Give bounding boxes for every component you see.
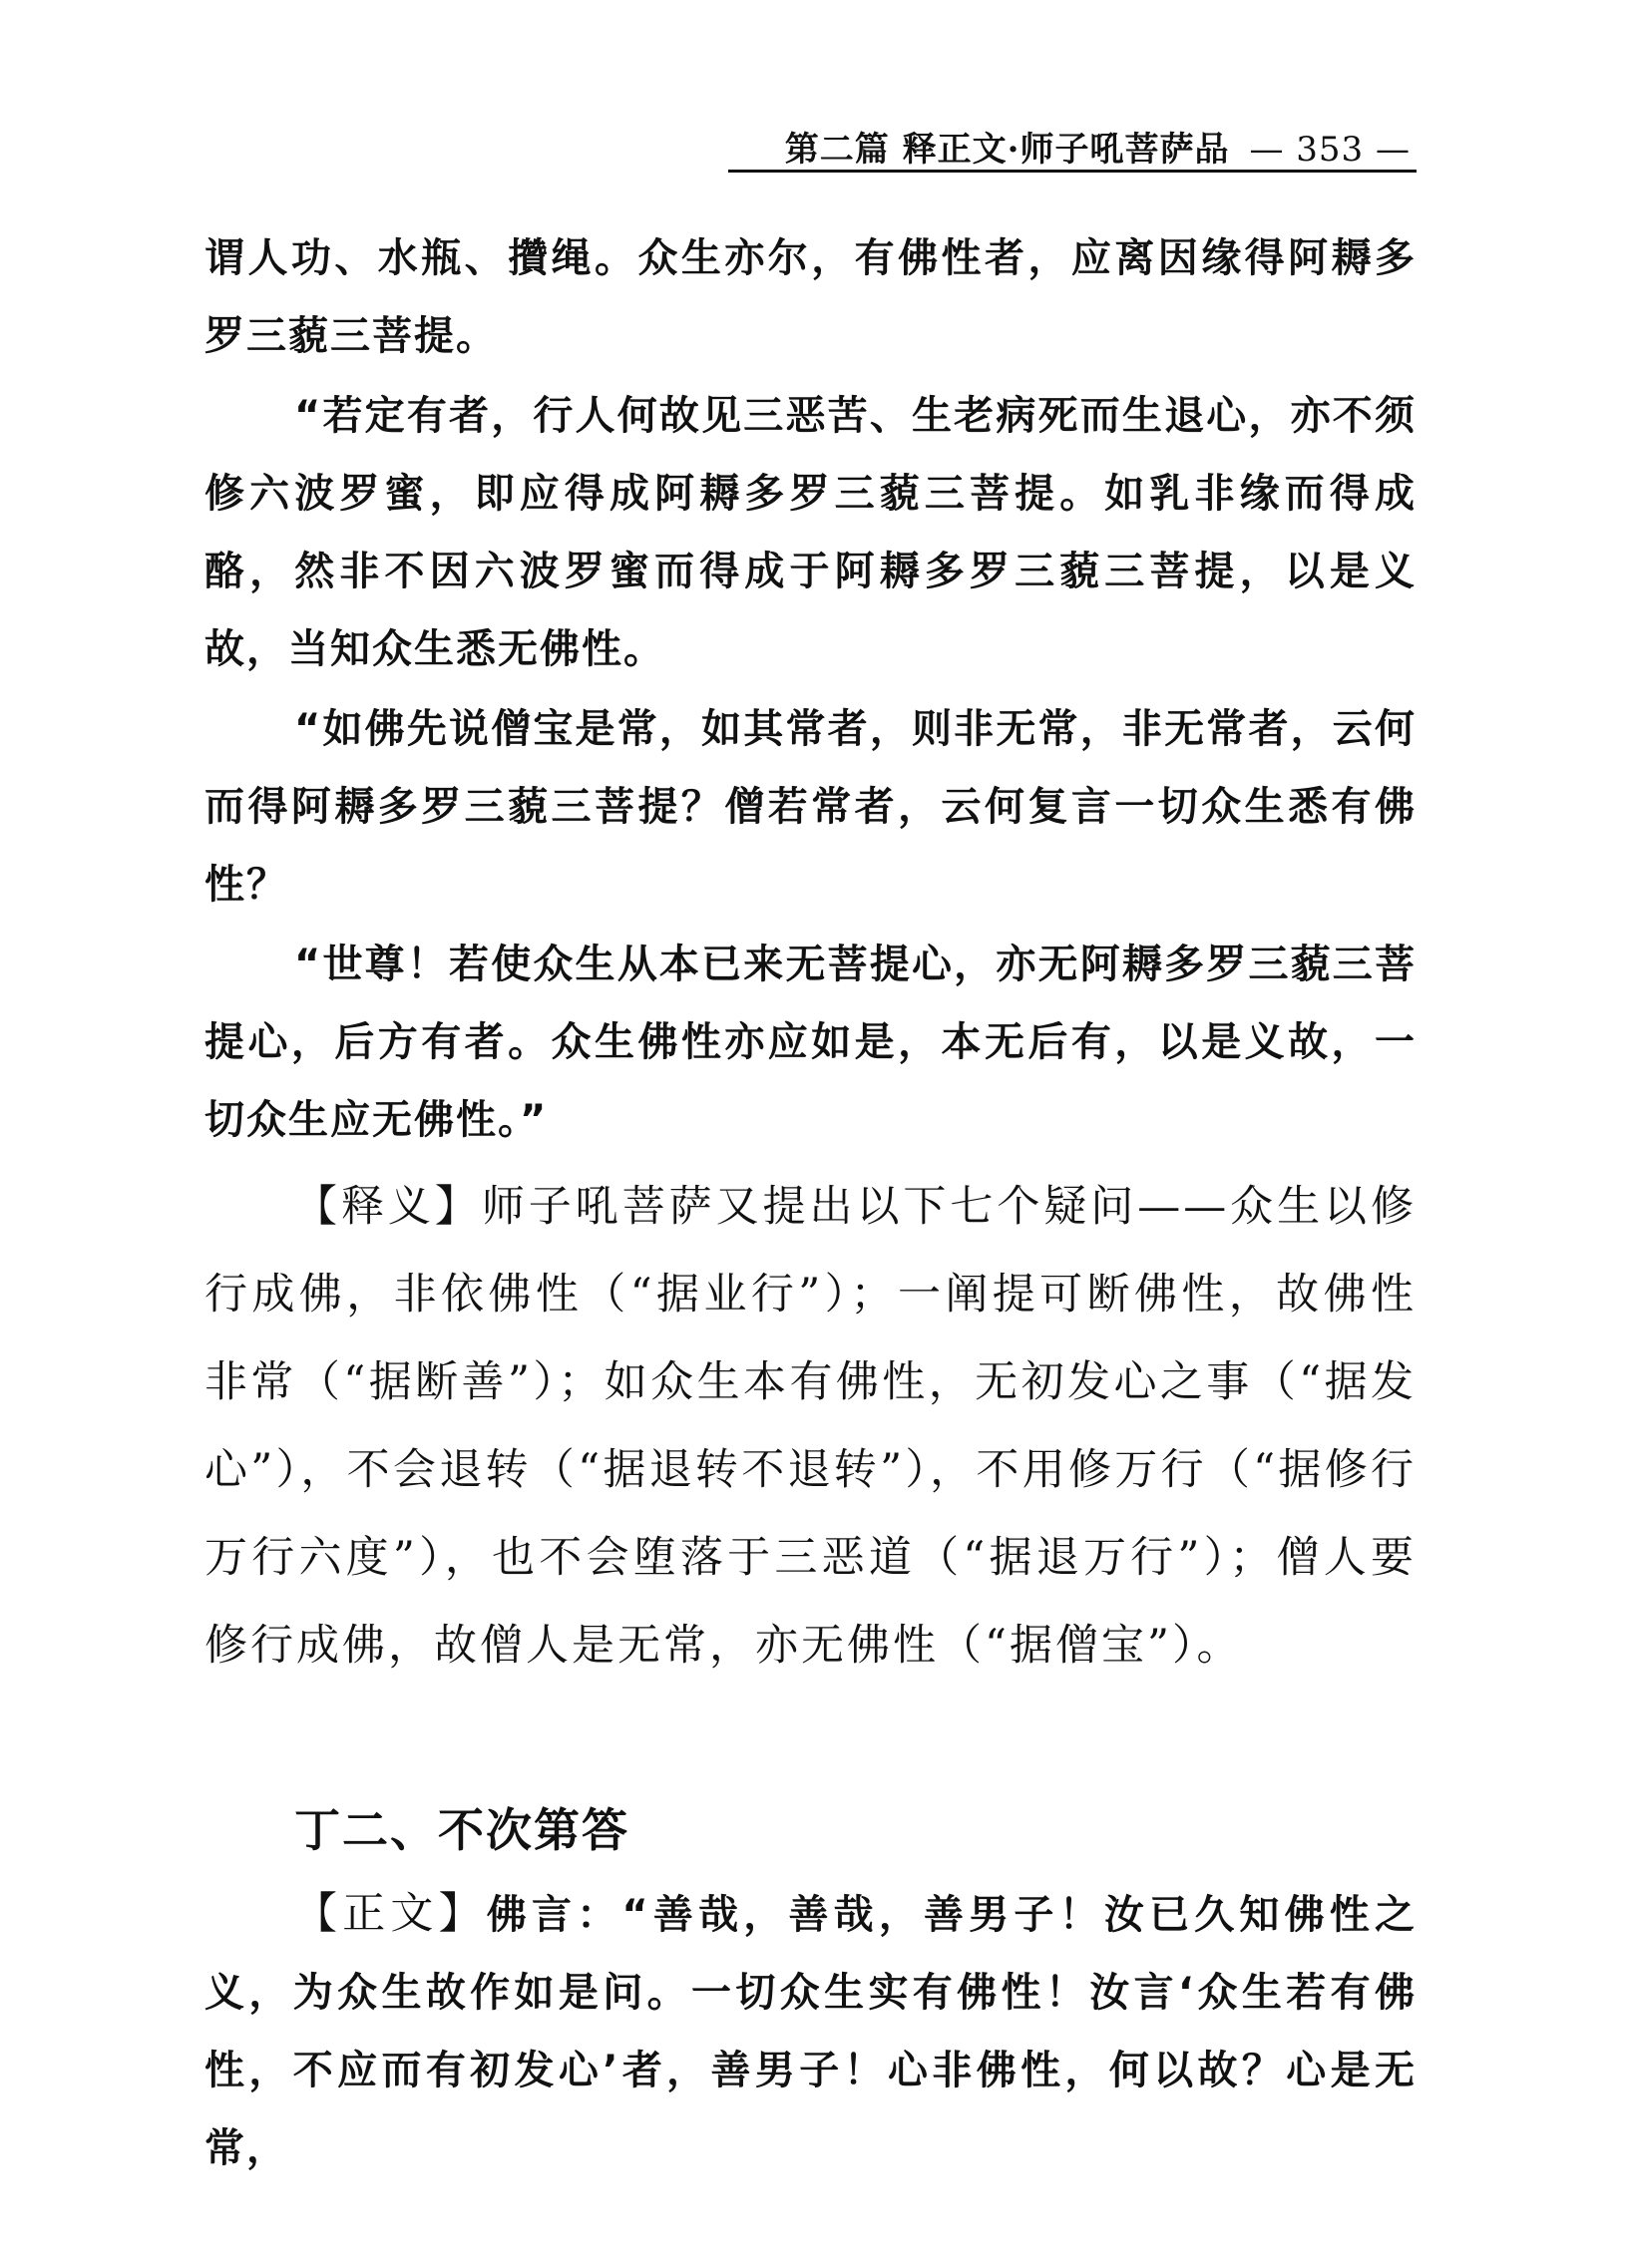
sutra-paragraph-3: “如佛先说僧宝是常，如其常者，则非无常，非无常者，云何而得阿耨多罗三藐三菩提？僧若常者，云何复言一切众生悉有佛性？ — [204, 706, 1417, 908]
page-number: — 353 — — [1249, 130, 1411, 170]
running-header-text — [785, 122, 1411, 171]
sutra-paragraph-1: 谓人功、水瓶、攢绳。众生亦尔，有佛性者，应离因缘得阿耨多罗三藐三菩提。 — [204, 235, 1417, 359]
page-body — [204, 219, 1417, 2187]
main-text-label: 【正文】 — [294, 1889, 487, 1939]
commentary-text: 师子吼菩萨又提出以下七个疑问——众生以修行成佛，非依佛性（“据业行”）；一阐提可断佛性，故佛性非常（“据断善”）；如众生本有佛性，无初发心之事（“据发心”），不会退转（“据退转不退转”），不用修万行（“据修行万行六度”），也不会堕落于三恶道（“据退万行”）；僧人要修行成佛，故僧人是无常，亦无佛性（“据僧宝”）。 — [204, 1182, 1418, 1671]
sutra-paragraph-4: “世尊！若使众生从本已来无菩提心，亦无阿耨多罗三藐三菩提心，后方有者。众生佛性亦应如是，本无后有，以是义故，一切众生应无佛性。” — [204, 942, 1417, 1143]
chapter-title: 第二篇 释正文·师子吼菩萨品 — [784, 130, 1230, 170]
sutra-paragraph-2: “若定有者，行人何故见三恶苦、生老病死而生退心，亦不须修六波罗蜜，即应得成阿耨多罗三藐三菩提。如乳非缘而得成酪，然非不因六波罗蜜而得成于阿耨多罗三藐三菩提，以是义故，当知众生悉无佛性。 — [204, 393, 1417, 672]
commentary-paragraph — [204, 1163, 1417, 1690]
running-header — [728, 118, 1417, 173]
main-text-paragraph — [204, 1875, 1417, 2187]
section-heading: 丁二、不次第答 — [294, 1803, 629, 1857]
commentary-label: 【释义】 — [294, 1182, 482, 1232]
main-text-body: 佛言：“善哉，善哉，善男子！汝已久知佛性之义，为众生故作如是问。一切众生实有佛性！汝言‘众生若有佛性，不应而有初发心’者，善男子！心非佛性，何以故？心是无常， — [204, 1892, 1418, 2171]
